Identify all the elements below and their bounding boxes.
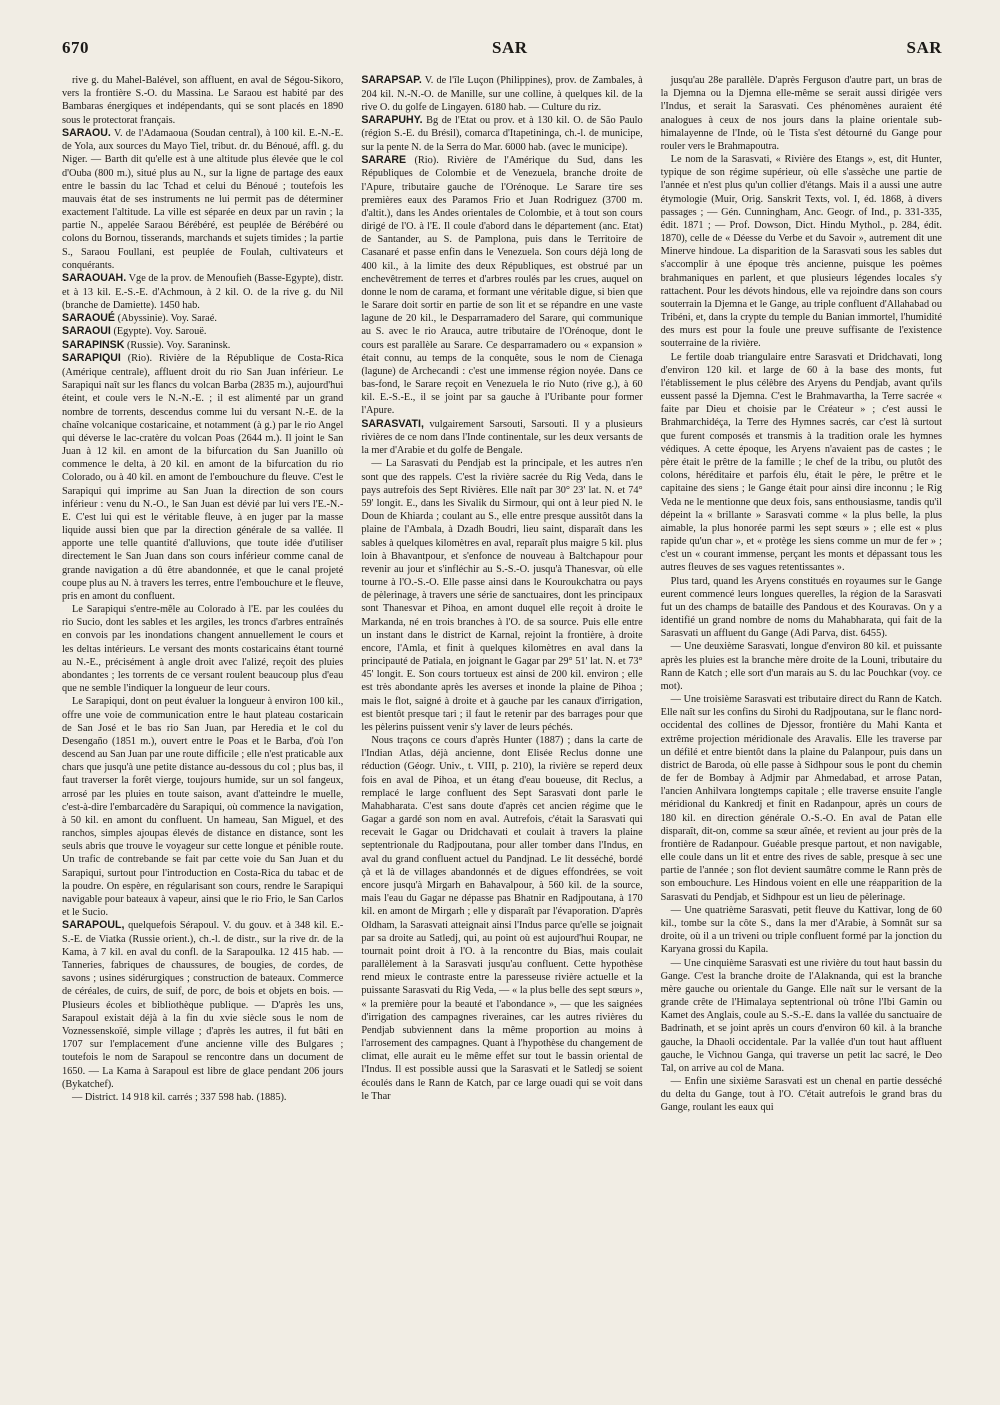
entry-headword: SARAPSAP. [361,74,422,86]
running-head-right: SAR [906,38,942,57]
dictionary-entry [62,312,343,326]
dictionary-entry [62,339,343,353]
dictionary-entry [62,919,343,1091]
entry-headword: SARAOUÉ [62,311,115,324]
entry-text: Nous traçons ce cours d'après Hunter (1887) ; dans la carte de l'Indian Atlas, déjà ancienne, dont Elisée Reclus donne une réduction (Géogr. Univ., t. VIII, p. 210), la rivière se reperd deux fois en aval de Pihoa, et un étang d'eau boueuse, dit Reclus, a remplacé le large confluent des Sept Sarasvati dont parle le Mahabharata. C'est sans doute d'après cet ancien régime que le Gagar a gardé son nom en aval. Autrefois, c'était la Sarasvati qui recevait le Gagar ou Dridchavati et coulait à travers la plaine septentrionale du Radjpoutana, pour aller tomber dans l'Indus, en aval du grand confluent actuel du Pandjnad. Le lit desséché, bordé çà et là de villages abandonnés et de digues effondrées, se voit encore jusqu'à Mirgarh en Bahavalpour, à 560 kil. de la source, mais l'eau du Gagar ne dépasse pas Bhatnir en Radjpoutana, à 170 kil. en amont de Mirgarh ; elle y disparaît par l'évaporation. D'après Oldham, la Sarasvati atteignait ainsi l'Indus parce qu'elle se joignait par sa droite au Satledj, qui, au point où est aujourd'hui Roupar, ne tournait point droit à l'O. à la rencontre du Bias, mais coulait parallèlement à la Sarasvati jusqu'au confluent. Cette hypothèse rend mieux le contraste entre la paresseuse rivière actuelle et la puissante Sarasvati du Rig Veda, — « la plus belle des sept sœurs », « la première pour la beauté et l'abondance », — que les saignées d'irrigation des campagnes riveraines, car les autres rivières du Pendjab subviennent dans la même proportion au moins à l'arrosement des campagnes. Quant à l'hypothèse du changement de climat, elle aurait eu le même effet sur tout le bassin oriental de l'Indus. Il est possible aussi que la Sarasvati et le Satledj se soient écoulés dans le Rann de Katch, par ce large ouadi qui se voit dans le Thar [361,735,643,1102]
entry-paragraph [62,1091,343,1104]
entry-text: V. de l'Adamaoua (Soudan central), à 100 kil. E.-N.-E. de Yola, aux sources du Mayo Tiel, tribut. dr. du Bénoué, affl. g. du Niger. — Barth dit qu'elle est à une altitude plus élevée que le col d'Ouba (800 m.), situé plus au N., sur la ligne de partage des eaux entre le bassin du lac Tchad et celui du Bénoué ; toutefois les mauvais état de ses instruments ne lui permit pas de déterminer exactement l'altitude. La ville est séparée en deux par un ravin ; la partie N., appelée Saraou Bérébéré, est peuplée de Bérébéré ou colons du Bornou, tisserands, marchands et sujets timides ; la partie S., Saraou Foullani, est peuplée de Foulah, cultivateurs et conquérants. [62,127,344,271]
page-number: 670 [62,38,89,57]
entry-text: V. de l'île Luçon (Philippines), prov. de Zambales, à 204 kil. N.-N.-O. de Manille, sur une colline, à quelques kil. de la rive O. du golfe de Lingayen. 6180 hab. — Culture du riz. [361,75,643,113]
entry-text: quelquefois Sérapoul. V. du gouv. et à 348 kil. E.-S.-E. de Viatka (Russie orient.), ch.-l. de distr., sur la rive dr. de la Kama, à 7 kil. en aval du confl. de la Sarapoulka. 12 415 hab. — Tanneries, fabriques de chaussures, de bougies, de cordes, de savons ; usines sidérurgiques ; construction de bateaux. Commerce de céréales, de cuirs, de suif, de porc, de bois et objets en bois. — Plusieurs écoles et bibliothèque publique. — D'après les uns, Sarapoul existait déjà à la fin du xvie siècle sous le nom de Voznessenskoïé, simple village ; d'après les autres, il fut bâti en 1707 sur l'emplacement d'une ancienne ville des Bulgares ; toutefois le nom de Sarapoul se rencontre dans un document de 1650. — La Kama à Sarapoul est libre de glace pendant 206 jours (Bykatchef). [62,920,344,1090]
entry-paragraph [361,457,642,734]
entry-text: (Russie). Voy. Saraninsk. [126,339,231,351]
dictionary-entry [361,74,642,114]
entry-paragraph [62,74,343,127]
entry-headword: SARAOUI [62,325,111,338]
entry-text: jusqu'au 28e parallèle. D'après Ferguson d'autre part, un bras de la Djemna ou la Djemna elle-même se serait aussi dirigée vers l'Indus, et serait la Sarasvati. Ces phénomènes auraient été analogues à ceux de nos jours dans la plaine orientale sub-himalayenne de l'Inde, où le Tista s'est détourné du Gange pour rouler vers le Brahmapoutra. [660,75,942,152]
entry-paragraph [62,695,343,919]
entry-paragraph [661,575,942,641]
entry-text: rive g. du Mahel-Balével, son affluent, en aval de Ségou-Sikoro, vers la frontière S.-O. du Massina. Le Saraou est habité par des Bambaras énergiques et indépendants, qui se sont placés en 1890 sous le protectorat français. [62,75,344,126]
entry-text: (Rio). Rivière de la République de Costa-Rica (Amérique centrale), affluent droit du rio San Juan inférieur. Le Sarapiqui naît sur les flancs du volcan Barba (2835 m.), aujourd'hui éteint, et coule vers le N.-N.-E. ; il est alimenté par un grand nombre de torrents, descendus comme lui du versant N.-E. de la chaîne volcanique costaricaine, et notamment (à g.) par le rio Angel qui déverse le lac-cratère du volcan Poas (2644 m.). Il joint le San Juan à 12 kil. en amont de la bifurcation du San Juanillo où commence le delta, à 20 kil. en amont de la bifurcation du rio Colorado, ou à 40 kil. en amont de l'embouchure du fleuve. C'est le Sarapiqui qui imprime au San Juan la direction de son cours inférieur : venu du N.-O., le San Juan est dévié par lui vers l'E.-N.-E. C'est lui qui est le véritable fleuve, à en juger par la masse liquide aussi bien que par la direction générale de sa vallée. Il apporte une telle quantité d'alluvions, que toute idée d'utiliser directement le San Juan dans son cours inférieur comme canal de grande navigation a dû être abandonnée, et que le canal projeté coupe plus au N. à travers les terres, entre l'embouchure et le fleuve, pris en amont du confluent. [62,353,344,602]
entry-text: — Une quatrième Sarasvati, petit fleuve du Kattivar, long de 60 kil., tombe sur la côte S., dans la mer d'Arabie, à Somnât sur sa droite, où il a un triveni ou triple confluent formé par la jonction du Karyana grossi du Kapila. [660,904,942,956]
page-header [62,38,942,68]
dictionary-entry [62,272,343,312]
entry-text: (Rio). Rivière de l'Amérique du Sud, dans les Républiques de Colombie et de Venezuela, branche droite de l'Apure, tributaire gauche de l'Orénoque. Le Sarare tire ses premières eaux des Paramos Frio et Juan Rodriguez (3700 m. d'altit.), dans les Andes orientales de Colombie, et à tout son cours dirigé de l'O. à l'E. Il coule d'abord dans le département (anc. Etat) de Santander, au S. de Pamplona, puis dans le Territoire de Casanaré et passe enfin dans le Venezuela. Son cours déjà long de 400 kil., à la limite des deux Républiques, est obstrué par un enchevêtrement de terres et d'arbres roulés par les crues, auquel on donne le nom de carama, et formant une véritable digue, si bien que le Sarare doit sortir en partie de son lit et se répandre en une vaste lagune de 20 kil., le Desparramadero del Sarare, qui communique au S. avec le rio Arauca, autre tributaire de l'Orénoque, dont le cours est parallèle au Sarare. Ce desparramadero ou « expansion » était connu, au temps de la conquête, sous le nom de Cienaga (lagune) de Archecandi : c'est une immense région noyée. Dans ce bas-fond, le Sarare reçoit en Venezuela le rio Nuto (rive g.), à 60 kil. E.-S.-E., il se joint par sa gauche à l'Uribante pour former l'Apure. [361,154,643,417]
running-head-center: SAR [492,38,528,57]
text-columns [62,74,942,1379]
entry-headword: SARASVATI, [361,417,424,430]
entry-headword: SARAOUAH. [62,271,127,284]
entry-headword: SARAPOUL, [62,919,125,932]
entry-paragraph [661,153,942,351]
entry-text: — Une troisième Sarasvati est tributaire direct du Rann de Katch. Elle naît sur les confins du Sirohi du Radjpoutana, sur le flanc nord-occidental des collines de Djessor, frontière du Mahi Kanta et extrême projection méridionale des Aravalis. Elle les traverse par un défilé et entre bientôt dans la plaine du Palanpour, puis dans un district de Baroda, où elle passe à Sidhpour sous le pont du chemin de fer de Bombay à Adjmir par Ahmedabad, et arrose Patan, l'ancien Anhilvara longtemps capitale ; elle traverse ensuite l'angle méridional du Kankredj et finit en Radanpour, après un cours de 180 kil. en direction générale O.-S.-O. En aval de Patan elle disparaît, dit-on, comme sa sœur aînée, et revient au jour près de la frontière de Radanpour. Guéable presque partout, et non navigable, elle coule dans un lit et entre des rives de sable, presque à sec une partie de l'année ; son flot devient saumâtre comme le Rann près de son embouchure. Les Hindous voient en elle une réapparition de la Sarasvati du Pendjab, et Sidhpour est un lieu de pèlerinage. [660,694,942,903]
entry-text: Vge de la prov. de Menoufieh (Basse-Egypte), distr. et à 13 kil. E.-S.-E. d'Achmoun, à 2 kil. O. de la rive g. du Nil (branche de Damiette). 1450 hab. [62,272,344,311]
entry-text: Le nom de la Sarasvati, « Rivière des Etangs », est, dit Hunter, typique de son régime supérieur, où elle s'assèche une partie de l'année et n'est plus qu'un collier d'étangs. Mais il a aussi une autre étymologie (Muir, Orig. Sanskrit Texts, vol. I, éd. 1868, à divers passages ; — Gén. Cunningham, Anc. Geogr. of Ind., p. 331-335, édit. 1871 ; — Prof. Dowson, Dict. Hindu Mythol., p. 284, édit. 1870), celle de « Déesse du Verbe et du Savoir », autrement dit une Minerve hindoue. La disparition de la Sarasvati sous les sables dut s'accomplir à une époque très ancienne, puisque les poèmes brahmaniques en parlent, et que plusieurs légendes locales s'y rattachent. Pour les dévots hindous, elle va rejoindre dans son cours souterrain la Djemna et le Gange, au triple confluent d'Allahabad ou Tribéni, et, dans la crypte du temple du Banian immortel, l'humidité des murs est pour la foule une preuve suffisante de l'existence souterraine de la rivière. [660,154,942,350]
column-left [62,74,343,1379]
entry-text: — Enfin une sixième Sarasvati est un chenal en partie desséché du delta du Gange, tout à l'O. C'était autrefois le grand bras du Gange, roulant les eaux qui [660,1076,942,1114]
entry-paragraph [361,734,642,1103]
dictionary-entry [361,418,642,458]
entry-paragraph [661,1075,942,1115]
entry-headword: SARAPUHY. [361,113,423,126]
entry-text: Le Sarapiqui s'entre-mêle au Colorado à l'E. par les coulées du rio Sucio, dont les sables et les argiles, les troncs d'arbres entraînés en convois par les inondations changent annuellement le cours et les deltas intérieurs. Le versant des monts costaricains étant tourné au N.-E., précisément à angle droit avec l'alizé, reçoit des pluies abondantes ; les torrents de ce versant roulent beaucoup plus d'eau que ne semble l'indiquer la longueur de leur cours. [62,604,344,695]
entry-text: — District. 14 918 kil. carrés ; 337 598 hab. (1885). [72,1091,287,1103]
entry-headword: SARAPINSK [62,338,125,351]
entry-paragraph [661,351,942,575]
entry-paragraph [661,74,942,153]
entry-paragraph [62,603,343,695]
entry-text: vulgairement Sarsouti, Sarsouti. Il y a plusieurs rivières de ce nom dans l'Inde continentale, sur les deux versants de la mer d'Arabie et du golfe de Bengale. [361,418,643,457]
dictionary-entry [62,325,343,339]
entry-headword: SARAOU. [62,126,111,139]
entry-text: (Egypte). Voy. Sarouë. [113,326,207,338]
entry-text: Bg de l'Etat ou prov. et à 130 kil. O. de São Paulo (région S.-E. du Brésil), comarca d'Itapetininga, ch.-l. de municipe, sur la pente N. de la Serra do Mar. 6000 hab. (avec le municipe). [361,114,643,153]
entry-paragraph [661,693,942,904]
entry-text: (Abyssinie). Voy. Saraé. [117,312,217,324]
column-right [661,74,942,1379]
entry-text: — Une cinquième Sarasvati est une rivière du tout haut bassin du Gange. C'est la branche droite de l'Alaknanda, qui est la branche mère gauche ou orientale du Gange. Elle naît sur le versant de la grande crête de l'Himalaya septentrional où trône l'Ibi Gamin ou Kamet des Anglais, coule au S.-S.-E. dans la vallée du sanctuaire de Badrinath, et se joint après un cours d'environ 60 kil. à la branche gauche, la Dhaoli occidentale. Par la vallée d'un tout haut affluent gauche, le Vichnou Ganga, qui traverse un petit lac sacré, le Deo Tal, on arrive au col de Mana. [660,957,942,1074]
column-middle [361,74,642,1379]
entry-text: Plus tard, quand les Aryens constitués en royaumes sur le Gange eurent commencé leurs longues querelles, la région de la Sarasvati fut un des champs de bataille des Pandous et des Kouravas. On y a identifié un grand nombre de noms du Mahabharata, qui fait de la Sarasvati un affluent du Gange (Adi Parva, dist. 6455). [660,575,942,640]
dictionary-entry [361,154,642,418]
entry-text: Le fertile doab triangulaire entre Sarasvati et Dridchavati, long d'environ 120 kil. et large de 60 à la base des monts, fut l'établissement le plus célèbre des Aryens du Pendjab, avant qu'ils eussent passé la Djemna. C'est le Brahmavartha, la Terre sacrée « faite par Dieu et choisie par le Créateur » ; c'est aussi le Brahmarchidéça, la Terre des Hymnes sacrés, car c'est là surtout que furent composés et transmis à la tradition orale les hymnes védiques. A cette époque, les Aryens n'avaient pas de castes ; le père était le prêtre de la famille ; le chef de la tribu, ou plutôt des colons, héréditaire et parfois élu, était le père, le prêtre et le capitaine des siens ; le Gange était pour ainsi dire inconnu ; le Rig Veda ne le mentionne que deux fois, sans enthousiasme, tandis qu'il dépeint la « brillante » Sarasvati comme « la plus belle, la plus aimable, la plus honorée parmi les sept sœurs » ; elle est « plus rapide qu'un char », et « protège les siens comme un mur de fer » ; c'est un « courant immense, perçant les monts et dépassant tous les autres fleuves de ses vagues retentissantes ». [660,351,942,574]
entry-text: — Une deuxième Sarasvati, longue d'environ 80 kil. et puissante après les pluies est la branche mère droite de la Louni, tributaire du Rann de Katch ; elle sort d'un marais au S. du lac Pouchkar (voy. ce mot). [660,641,942,692]
entry-text: Le Sarapiqui, dont on peut évaluer la longueur à environ 100 kil., offre une voie de communication entre le haut plateau costaricain de San José et le bas rio San Juan, par Heredia et le col du Desengaño (1851 m.), ouvert entre le Poas et le Barba, d'où l'on descend au San Juan par une route difficile ; elle n'est praticable aux chars que jusqu'à une petite distance au-dessous du col ; plus bas, il faut traverser la forêt vierge, toujours humide, sur un sol fangeux, arrosé par les pluies en toute saison, avant d'atteindre le muelle, c'est-à-dire l'embarcadère du Sarapiqui, où commence la navigation, à 50 kil. en amont du confluent. Un hameau, San Miguel, et des ranchos, simples ajoupas élevés de distance en distance, sont les seuls abris que trouve le voyageur sur cette longue et pénible route. Un trafic de contrebande se fait par cette voie du San Juan et du Sarapiqui, surtout pour l'introduction en Costa-Rica du tabac et de la poudre. On espère, en régularisant son cours, rendre le Sarapiqui navigable pour bateaux à vapeur, ainsi que le rio Frio, le San Carlos et le Sucio. [62,696,344,919]
entry-paragraph [661,957,942,1076]
entry-text: — La Sarasvati du Pendjab est la principale, et les autres n'en sont que des rappels. C'est la rivière sacrée du Rig Veda, dans le pays autrefois des Sept Rivières. Elle naît par 30° 23' lat. N. et 74° 59' longit. E., dans les Sivalik du Sirmour, qui ont à leur pied N. le Doun de Khiarda ; coulant au S., elle entre presque aussitôt dans la plaine de l'Ambala, à Dzadh Boudri, lieu saint, disparaît dans les sables à quelques kilomètres en aval, reparaît plus maigre 5 kil. plus loin à Bhavantpour, et s'enfonce de nouveau à Baltchapour pour revenir au jour et s'infléchir au S.-S.-O. jusqu'à Thanesvar, où elle tourne à l'O.-S.-O. Elle passe ainsi dans le Kouroukchatra ou pays de pèlerinage, à travers une série de sanctuaires, dont les principaux sont Thanesvar et Pihoa, en amont duquel elle reçoit à droite le Markanda, né en trois branches à l'O. de sa source. Puis elle entre un instant dans le district de Karnal, rejoint la frontière, à droite encore, l'Amla, et finit à quelques kilomètres en aval dans la principauté de Patiala, en joignant le Gagar par 29° 51' lat. N. et 73° 45' longit. E. Son cours tortueux est ainsi de 200 kil. environ ; elle est très abondante après les averses et inonde la plaine de Pihoa ; mais le flot, saigné à droite et à gauche par les canaux d'irrigation, est bientôt presque tari ; il faut le retenir par des barrages pour que les pèlerins puissent venir s'y laver de leurs péchés. [361,458,643,733]
entry-paragraph [661,904,942,957]
entry-headword: SARAPIQUI [62,352,121,365]
entry-paragraph [661,640,942,693]
dictionary-entry [62,127,343,272]
entry-headword: SARARE [361,153,407,166]
dictionary-entry [361,114,642,154]
dictionary-entry [62,352,343,603]
